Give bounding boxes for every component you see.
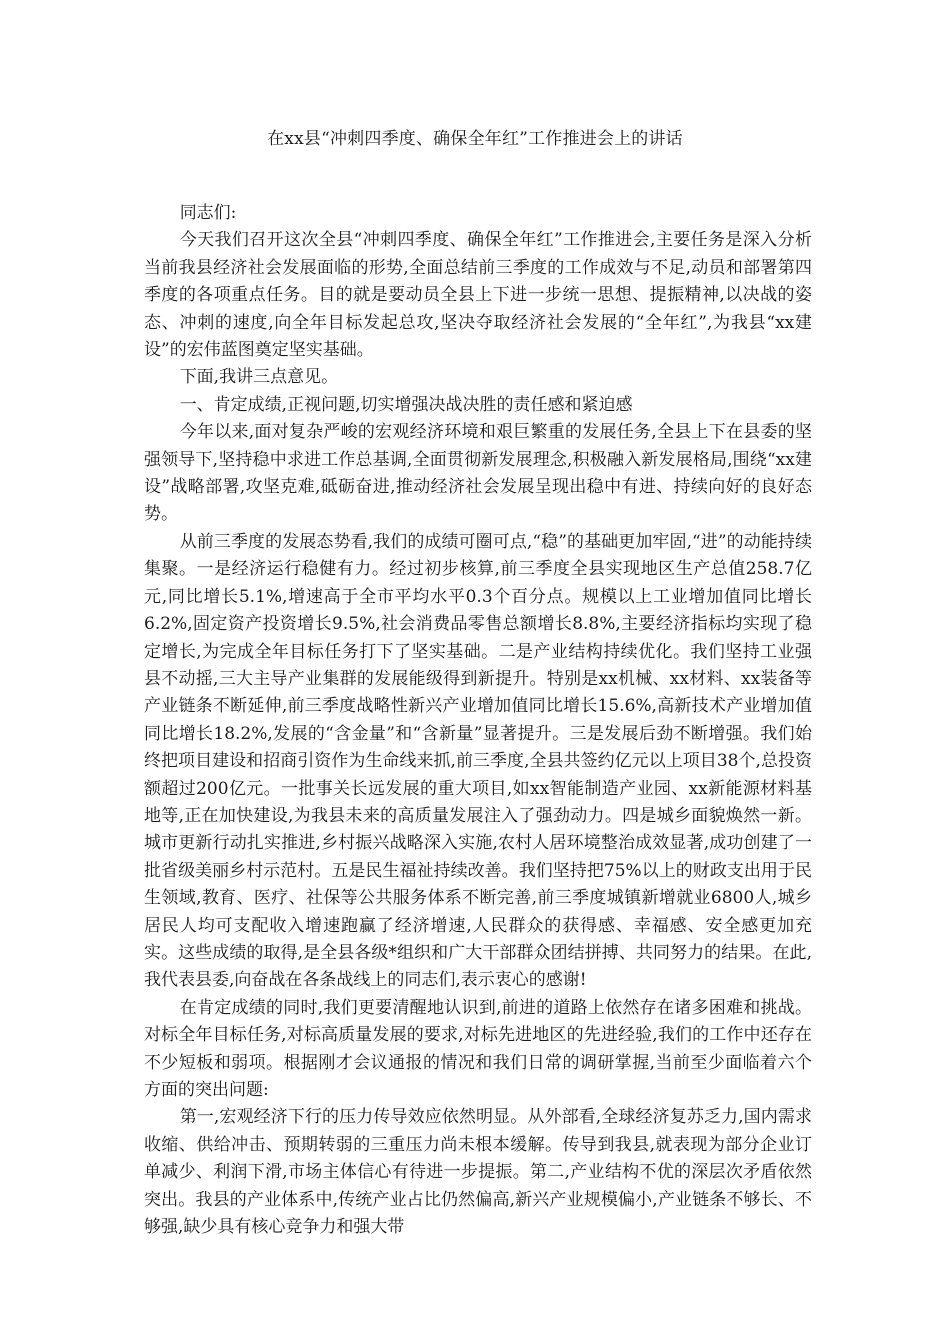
paragraph-problems: 第一,宏观经济下行的压力传导效应依然明显。从外部看,全球经济复苏乏力,国内需求收缩、供给冲击、预期转弱的三重压力尚未根本缓解。传导到我县,就表现为部分企业订单减少、利润下滑,市场主体信心有待进一步提振。第二,产业结构不优的深层次矛盾依然突出。我县的产业体系中,传统产业占比仍然偏高,新兴产业规模偏小,产业链条不够长、不够强,缺少具有核心竞争力和强大带 [144, 1107, 812, 1238]
paragraph-achievements: 从前三季度的发展态势看,我们的成绩可圈可点,“稳”的基础更加牢固,“进”的动能持续集聚。一是经济运行稳健有力。经过初步核算,前三季度全县实现地区生产总值258.7亿元,同比增长5.1%,增速高于全市平均水平0.3个百分点。规模以上工业增加值同比增长6.2%,固定资产投资增长9.5%,社会消费品零售总额增长8.8%,主要经济指标均实现了稳定增长,为完成全年目标任务打下了坚实基础。二是产业结构持续优化。我们坚持工业强县不动摇,三大主导产业集群的发展能级得到新提升。特别是xx机械、xx材料、xx装备等产业链条不断延伸,前三季度战略性新兴产业增加值同比增长15.6%,高新技术产业增加值同比增长18.2%,发展的“含金量”和“含新量”显著提升。三是发展后劲不断增强。我们始终把项目建设和招商引资作为生命线来抓,前三季度,全县共签约亿元以上项目38个,总投资额超过200亿元。一批事关长远发展的重大项目,如xx智能制造产业园、xx新能源材料基地等,正在加快建设,为我县未来的高质量发展注入了强劲动力。四是城乡面貌焕然一新。城市更新行动扎实推进,乡村振兴战略深入实施,农村人居环境整治成效显著,成功创建了一批省级美丽乡村示范村。五是民生福祉持续改善。我们坚持把75%以上的财政支出用于民生领域,教育、医疗、社保等公共服务体系不断完善,前三季度城镇新增就业6800人,城乡居民人均可支配收入增速跑赢了经济增速,人民群众的获得感、幸福感、安全感更加充实。这些成绩的取得,是全县各级*组织和广大干部群众团结拼搏、共同努力的结果。在此,我代表县委,向奋战在各条战线上的同志们,表示衷心的感谢! [144, 531, 812, 991]
paragraph-transition: 下面,我讲三点意见。 [179, 367, 339, 388]
document-title: 在xx县“冲刺四季度、确保全年红”工作推进会上的讲话 [267, 129, 683, 149]
document-body [144, 200, 812, 1241]
paragraph-overview: 今年以来,面对复杂严峻的宏观经济环境和艰巨繁重的发展任务,全县上下在县委的坚强领导下,坚持稳中求进工作总基调,全面贯彻新发展理念,积极融入新发展格局,围绕“xx建设”战略部署,攻坚克难,砥砺奋进,推动经济社会发展呈现出稳中有进、持续向好的良好态势。 [144, 422, 812, 525]
paragraph-intro: 今天我们召开这次全县“冲刺四季度、确保全年红”工作推进会,主要任务是深入分析当前我县经济社会发展面临的形势,全面总结前三季度的工作成效与不足,动员和部署第四季度的各项重点任务。目的就是要动员全县上下进一步统一思想、提振精神,以决战的姿态、冲刺的速度,向全年目标发起总攻,坚决夺取经济社会发展的“全年红”,为我县“xx建设”的宏伟蓝图奠定坚实基础。 [144, 230, 812, 361]
paragraph-challenges: 在肯定成绩的同时,我们更要清醒地认识到,前进的道路上依然存在诸多困难和挑战。对标全年目标任务,对标高质量发展的要求,对标先进地区的先进经验,我们的工作中还存在不少短板和弱项。根据刚才会议通报的情况和我们日常的调研掌握,当前至少面临着六个方面的突出问题: [144, 997, 812, 1100]
salutation: 同志们: [179, 203, 237, 223]
section-heading-1: 一、肯定成绩,正视问题,切实增强决战决胜的责任感和紧迫感 [179, 394, 633, 415]
